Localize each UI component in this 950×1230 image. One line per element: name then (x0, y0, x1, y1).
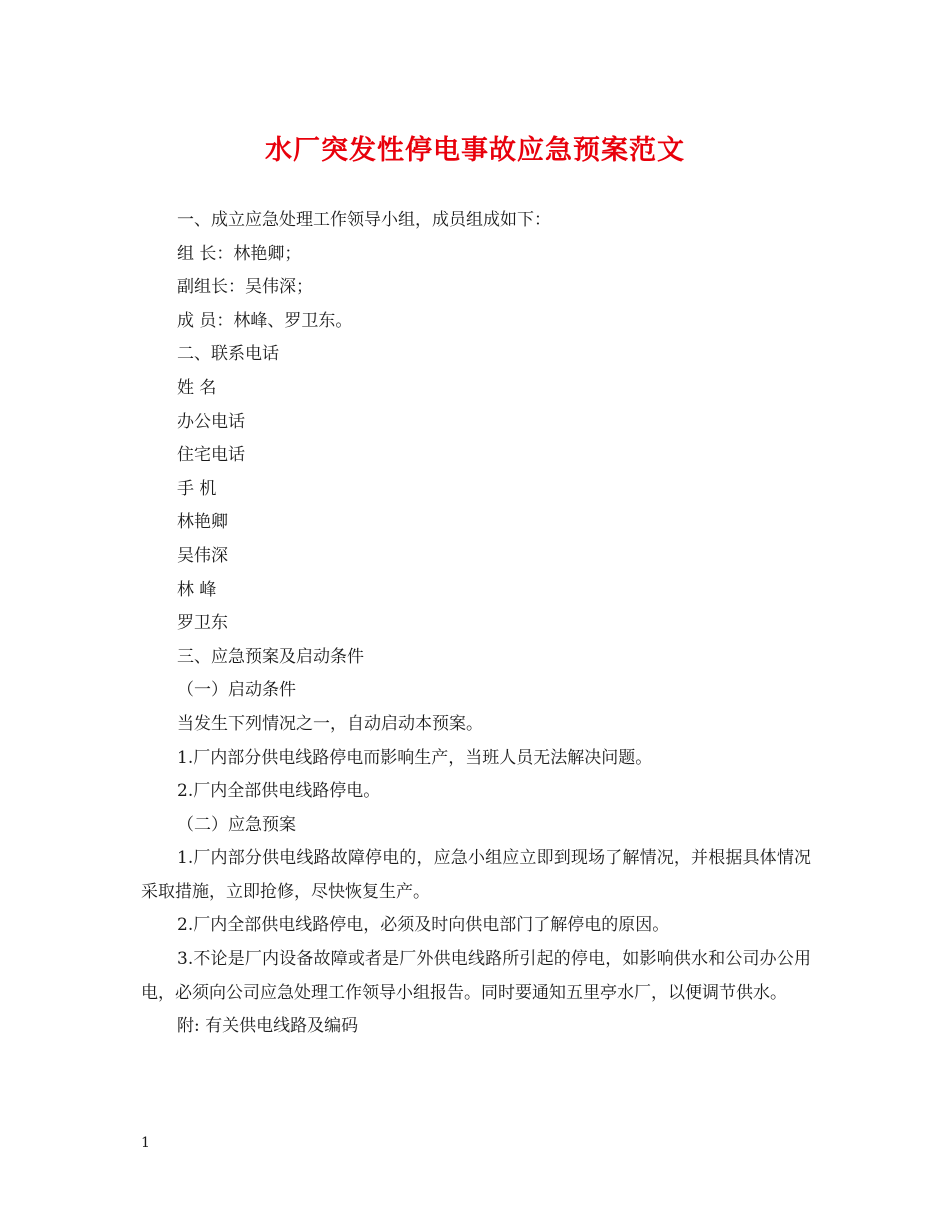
text-line: 住宅电话 (177, 445, 245, 466)
text-paragraph: 2.厂内全部供电线路停电，必须及时向供电部门了解停电的原因。 (177, 915, 670, 936)
text-line: 二、联系电话 (177, 344, 279, 365)
text-line: 办公电话 (177, 411, 245, 432)
text-line: 副组长：吴伟深； (177, 277, 313, 298)
document-body (141, 204, 811, 1044)
text-line: 组 长：林艳卿； (177, 243, 302, 264)
text-line: 2.厂内全部供电线路停电。 (177, 781, 381, 802)
page-number: 1 (141, 1135, 150, 1151)
text-line: 一、成立应急处理工作领导小组，成员组成如下： (177, 210, 551, 230)
document-title: 水厂突发性停电事故应急预案范文 (265, 135, 685, 166)
text-line: 罗卫东 (177, 613, 228, 634)
text-line: 林艳卿 (177, 512, 228, 533)
text-line: （一）启动条件 (177, 680, 296, 701)
text-line: 1.厂内部分供电线路停电而影响生产，当班人员无法解决问题。 (177, 747, 653, 768)
text-line: 三、应急预案及启动条件 (177, 646, 364, 667)
text-paragraph: 3.不论是厂内设备故障或者是厂外供电线路所引起的停电，如影响供水和公司办公用电，必须向公司应急处理工作领导小组报告。同时要通知五里亭水厂，以便调节供水。 (141, 949, 811, 1003)
text-paragraph: 附: 有关供电线路及编码 (177, 1016, 359, 1037)
text-line: 吴伟深 (177, 545, 228, 566)
text-line: 当发生下列情况之一，自动启动本预案。 (177, 713, 483, 734)
text-line: 手 机 (177, 478, 217, 499)
text-line: 姓 名 (177, 377, 217, 398)
text-line: 成 员：林峰、罗卫东。 (177, 310, 353, 331)
text-line: 林 峰 (177, 579, 217, 600)
text-line: （二）应急预案 (177, 814, 296, 835)
text-paragraph: 1.厂内部分供电线路故障停电的，应急小组应立即到现场了解情况，并根据具体情况采取措施，立即抢修，尽快恢复生产。 (141, 848, 811, 902)
